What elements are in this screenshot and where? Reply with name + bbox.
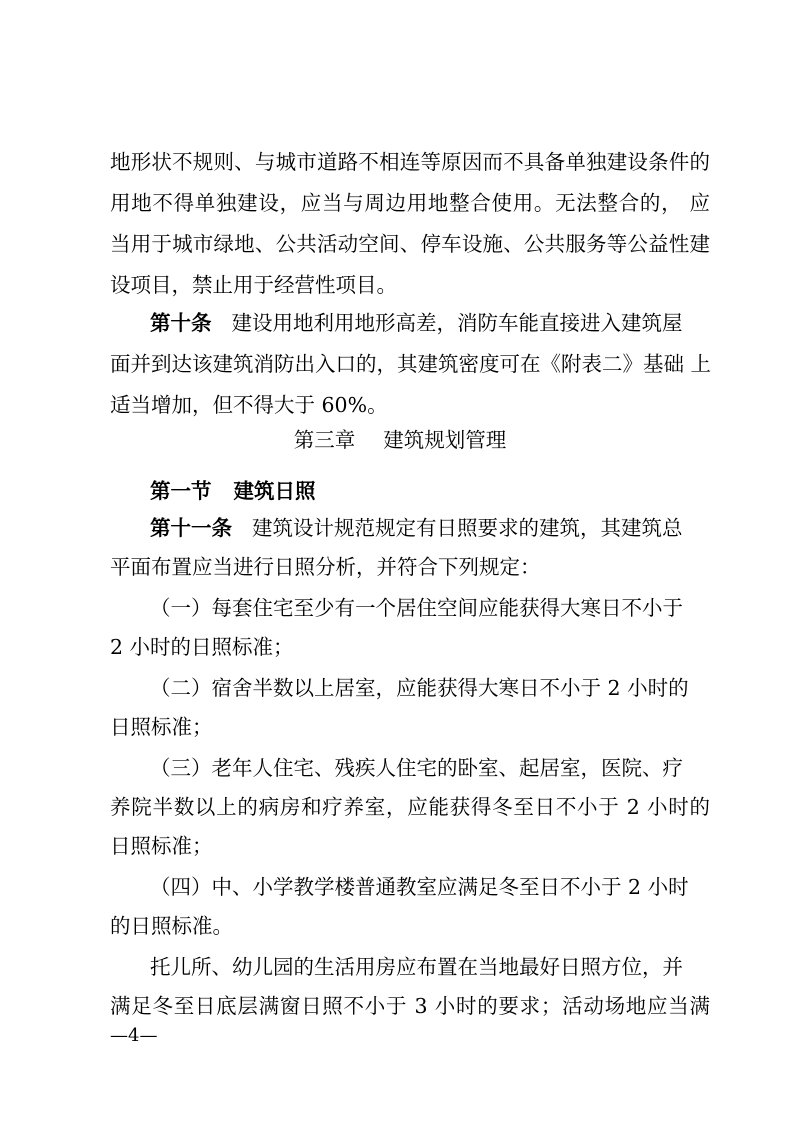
paragraph-line: 托儿所、幼儿园的生活用房应布置在当地最好日照方位，并 — [150, 955, 683, 979]
list-item-line: （三）老年人住宅、残疾人住宅的卧室、起居室，医院、疗 — [150, 756, 683, 780]
article-11-line: 平面布置应当进行日照分析，并符合下列规定： — [110, 555, 541, 579]
article-11-first-line — [150, 508, 710, 548]
article-11-label: 第十一条 — [150, 516, 232, 540]
list-item-line: （一）每套住宅至少有一个居住空间应能获得大寒日不小于 — [150, 596, 683, 620]
article-10-text: 建设用地利用地形高差，消防车能直接进入建筑屋 — [231, 311, 683, 335]
list-item-line: （二）宿舍半数以上居室，应能获得大寒日不小于 2 小时的 — [150, 676, 689, 700]
section-title: 建筑日照 — [233, 479, 316, 503]
list-item-line: （四）中、小学教学楼普通教室应满足冬至日不小于 2 小时 — [150, 875, 689, 899]
paragraph-line: 当用于城市绿地、公共活动空间、停车设施、公共服务等公益性建 — [110, 232, 710, 256]
article-11-text: 建筑设计规范规定有日照要求的建筑，其建筑总 — [252, 516, 683, 540]
article-10-first-line — [150, 303, 710, 343]
paragraph-line: 地形状不规则、与城市道路不相连等原因而不具备单独建设条件的 — [110, 150, 710, 174]
list-item-line: 2 小时的日照标准； — [110, 635, 294, 659]
section-number: 第一节 — [150, 479, 212, 503]
chapter-heading — [0, 420, 800, 460]
list-item-line: 养院半数以上的病房和疗养室，应能获得冬至日不小于 2 小时的 — [110, 795, 710, 819]
list-item-line: 的日照标准。 — [110, 914, 233, 938]
page-number: —4— — [110, 1025, 158, 1046]
paragraph-line: 满足冬至日底层满窗日照不小于 3 小时的要求；活动场地应当满 — [110, 994, 710, 1018]
list-item-line: 日照标准； — [110, 834, 213, 858]
chapter-title: 建筑规划管理 — [383, 428, 507, 452]
article-10-label: 第十条 — [150, 311, 212, 335]
chapter-number: 第三章 — [293, 428, 356, 452]
paragraph-line: 用地不得单独建设，应当与周边用地整合使用。无法整合的， 应 — [110, 191, 710, 215]
section-heading — [150, 471, 316, 511]
list-item-line: 日照标准； — [110, 715, 213, 739]
paragraph-line: 设项目，禁止用于经营性项目。 — [110, 273, 397, 297]
article-10-line: 适当增加，但不得大于 60%。 — [110, 393, 388, 417]
article-10-line: 面并到达该建筑消防出入口的，其建筑密度可在《附表二》基础 上 — [110, 352, 712, 376]
